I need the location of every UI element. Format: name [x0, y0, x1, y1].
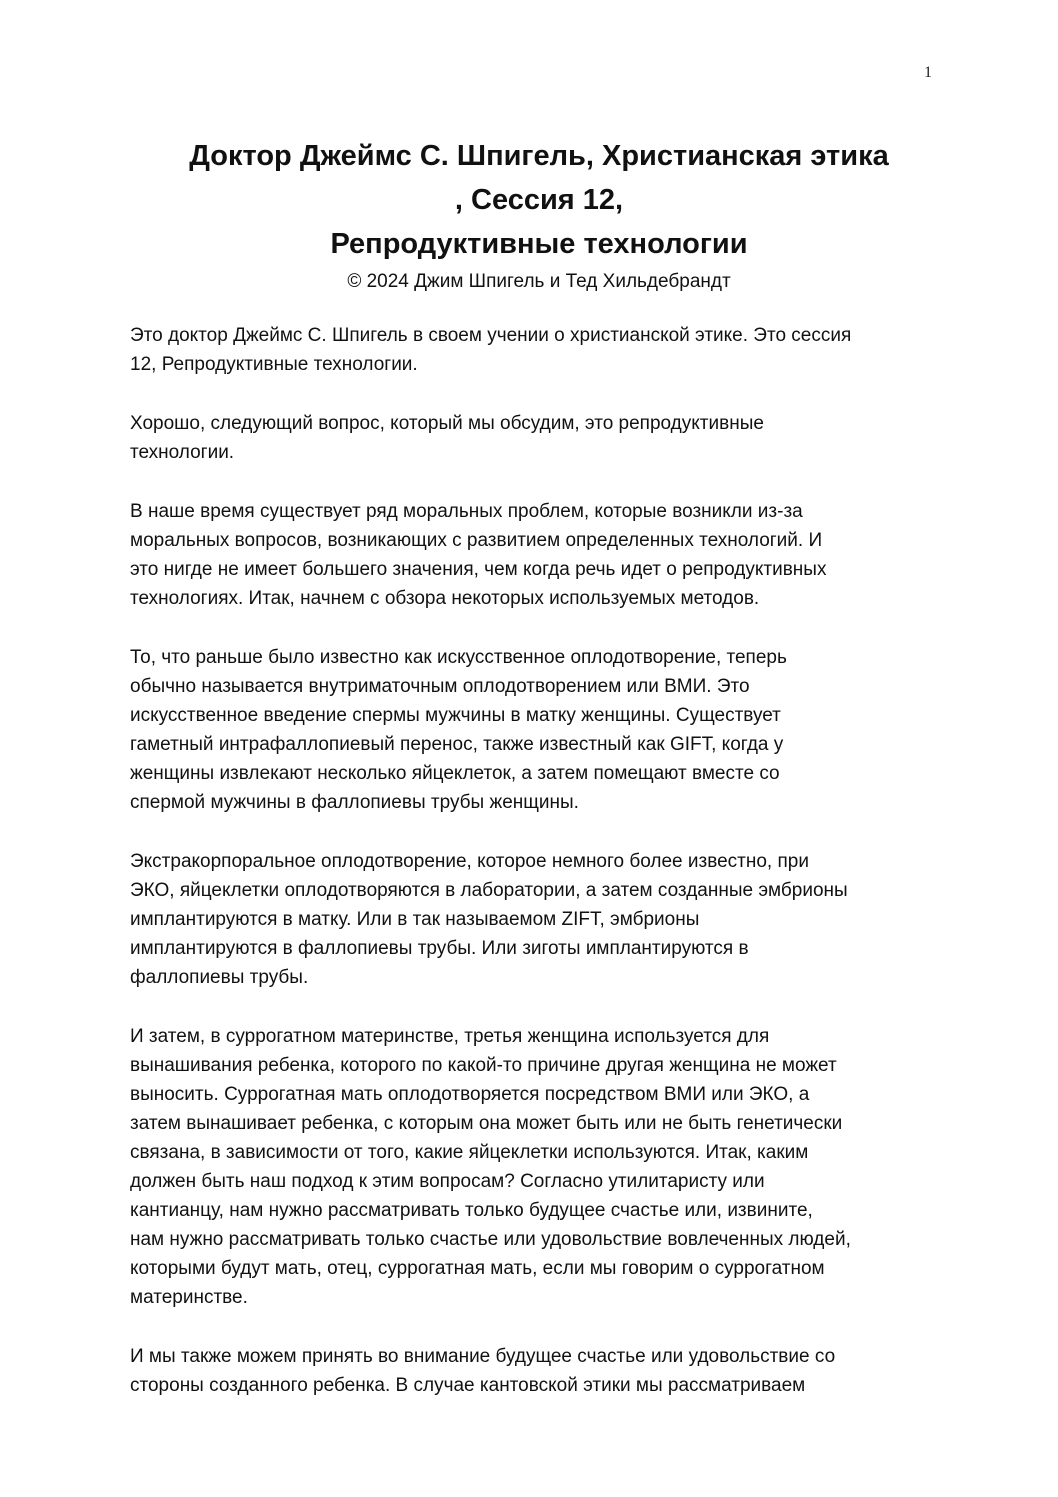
body-paragraph — [130, 409, 930, 467]
paragraph-line: имплантируются в фаллопиевы трубы. Или зиготы имплантируются в — [130, 938, 749, 959]
paragraph-line: вынашивания ребенка, которого по какой-то причине другая женщина не может — [130, 1055, 837, 1076]
paragraph-line: спермой мужчины в фаллопиевы трубы женщины. — [130, 792, 579, 813]
paragraph-line: 12, Репродуктивные технологии. — [130, 354, 418, 375]
body-paragraph — [130, 847, 930, 992]
paragraph-line: женщины извлекают несколько яйцеклеток, а затем помещают вместе со — [130, 763, 780, 784]
paragraph-line: материнстве. — [130, 1287, 248, 1308]
copyright-notice: © 2024 Джим Шпигель и Тед Хильдебрандт — [347, 271, 731, 292]
paragraph-line: которыми будут мать, отец, суррогатная мать, если мы говорим о суррогатном — [130, 1258, 825, 1279]
paragraph-line: Хорошо, следующий вопрос, который мы обсудим, это репродуктивные — [130, 413, 764, 434]
paragraph-line: ЭКО, яйцеклетки оплодотворяются в лаборатории, а затем созданные эмбрионы — [130, 880, 848, 901]
body-paragraph — [130, 321, 930, 379]
document-header — [100, 134, 978, 296]
paragraph-line: технологиях. Итак, начнем с обзора некоторых используемых методов. — [130, 588, 760, 609]
paragraph-line: Экстракорпоральное оплодотворение, которое немного более известно, при — [130, 851, 809, 872]
document-title-line: Репродуктивные технологии — [330, 228, 748, 260]
paragraph-line: технологии. — [130, 442, 235, 463]
document-title-line: , Сессия 12, — [454, 184, 624, 216]
body-paragraph — [130, 1022, 930, 1312]
paragraph-line: затем вынашивает ребенка, с которым она может быть или не быть генетически — [130, 1113, 843, 1134]
paragraph-line: моральных вопросов, возникающих с развитием определенных технологий. И — [130, 530, 823, 551]
paragraph-line: выносить. Суррогатная мать оплодотворяется посредством ВМИ или ЭКО, а — [130, 1084, 810, 1105]
paragraph-line: фаллопиевы трубы. — [130, 967, 309, 988]
paragraph-line: кантианцу, нам нужно рассматривать только будущее счастье или, извините, — [130, 1200, 813, 1221]
paragraph-line: И затем, в суррогатном материнстве, третья женщина используется для — [130, 1026, 770, 1047]
paragraph-line: должен быть наш подход к этим вопросам? Согласно утилитаристу или — [130, 1171, 765, 1192]
paragraph-line: То, что раньше было известно как искусственное оплодотворение, теперь — [130, 647, 787, 668]
paragraph-line: В наше время существует ряд моральных проблем, которые возникли из-за — [130, 501, 803, 522]
paragraph-line: связана, в зависимости от того, какие яйцеклетки используются. Итак, каким — [130, 1142, 809, 1163]
paragraph-line: Это доктор Джеймс С. Шпигель в своем учении о христианской этике. Это сессия — [130, 325, 852, 346]
document-body — [130, 321, 930, 1430]
paragraph-line: нам нужно рассматривать только счастье или удовольствие вовлеченных людей, — [130, 1229, 851, 1250]
paragraph-line: имплантируются в матку. Или в так называемом ZIFT, эмбрионы — [130, 909, 700, 930]
body-paragraph — [130, 643, 930, 817]
page-number: 1 — [924, 64, 932, 81]
paragraph-line: И мы также можем принять во внимание будущее счастье или удовольствие со — [130, 1346, 836, 1367]
paragraph-line: обычно называется внутриматочным оплодотворением или ВМИ. Это — [130, 676, 750, 697]
paragraph-line: стороны созданного ребенка. В случае кантовской этики мы рассматриваем — [130, 1375, 806, 1396]
document-title-line: Доктор Джеймс С. Шпигель, Христианская этика — [189, 140, 889, 172]
paragraph-line: гаметный интрафаллопиевый перенос, также известный как GIFT, когда у — [130, 734, 784, 755]
paragraph-line: это нигде не имеет большего значения, чем когда речь идет о репродуктивных — [130, 559, 827, 580]
body-paragraph — [130, 1342, 930, 1400]
paragraph-line: искусственное введение спермы мужчины в матку женщины. Существует — [130, 705, 781, 726]
body-paragraph — [130, 497, 930, 613]
